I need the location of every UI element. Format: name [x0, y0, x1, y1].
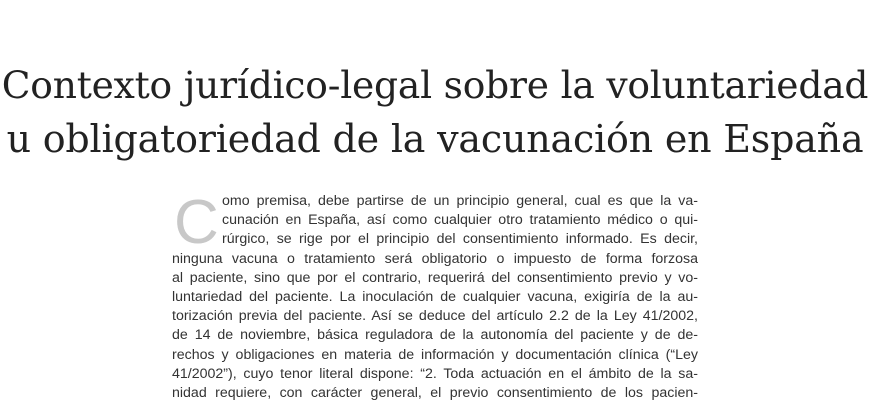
article-title-line-2: u obligatoriedad de la vacunación en España — [6, 117, 864, 161]
body-line: de 14 de noviembre, básica reguladora de la autonomía del paciente y de de- — [172, 327, 698, 344]
body-line: torización previa del paciente. Así se deduce del artículo 2.2 de la Ley 41/2002, — [172, 308, 698, 325]
body-line: luntariedad del paciente. La inoculación de cualquier vacuna, exigiría de la au- — [172, 288, 698, 305]
body-line: cunación en España, así como cualquier otro tratamiento médico o qui- — [222, 212, 698, 229]
body-line: rúrgico, se rige por el principio del consentimiento informado. Es decir, — [222, 231, 698, 248]
body-line: ninguna vacuna o tratamiento será obligatorio o impuesto de forma forzosa — [172, 250, 698, 267]
drop-cap: C — [174, 188, 219, 257]
body-line: al paciente, sino que por el contrario, requerirá del consentimiento previo y vo- — [172, 269, 698, 286]
body-line: 41/2002”), cuyo tenor literal dispone: “2. Toda actuación en el ámbito de la sa- — [172, 365, 698, 382]
article-title-line-1: Contexto jurídico-legal sobre la voluntariedad — [1, 63, 869, 107]
body-line: omo premisa, debe partirse de un principio general, cual es que la va- — [222, 193, 698, 209]
article-title — [0, 58, 870, 166]
body-line: nidad requiere, con carácter general, el previo consentimiento de los pacien- — [172, 384, 698, 400]
body-line: rechos y obligaciones en materia de información y documentación clínica (“Ley — [172, 346, 698, 363]
article-body — [172, 188, 698, 400]
